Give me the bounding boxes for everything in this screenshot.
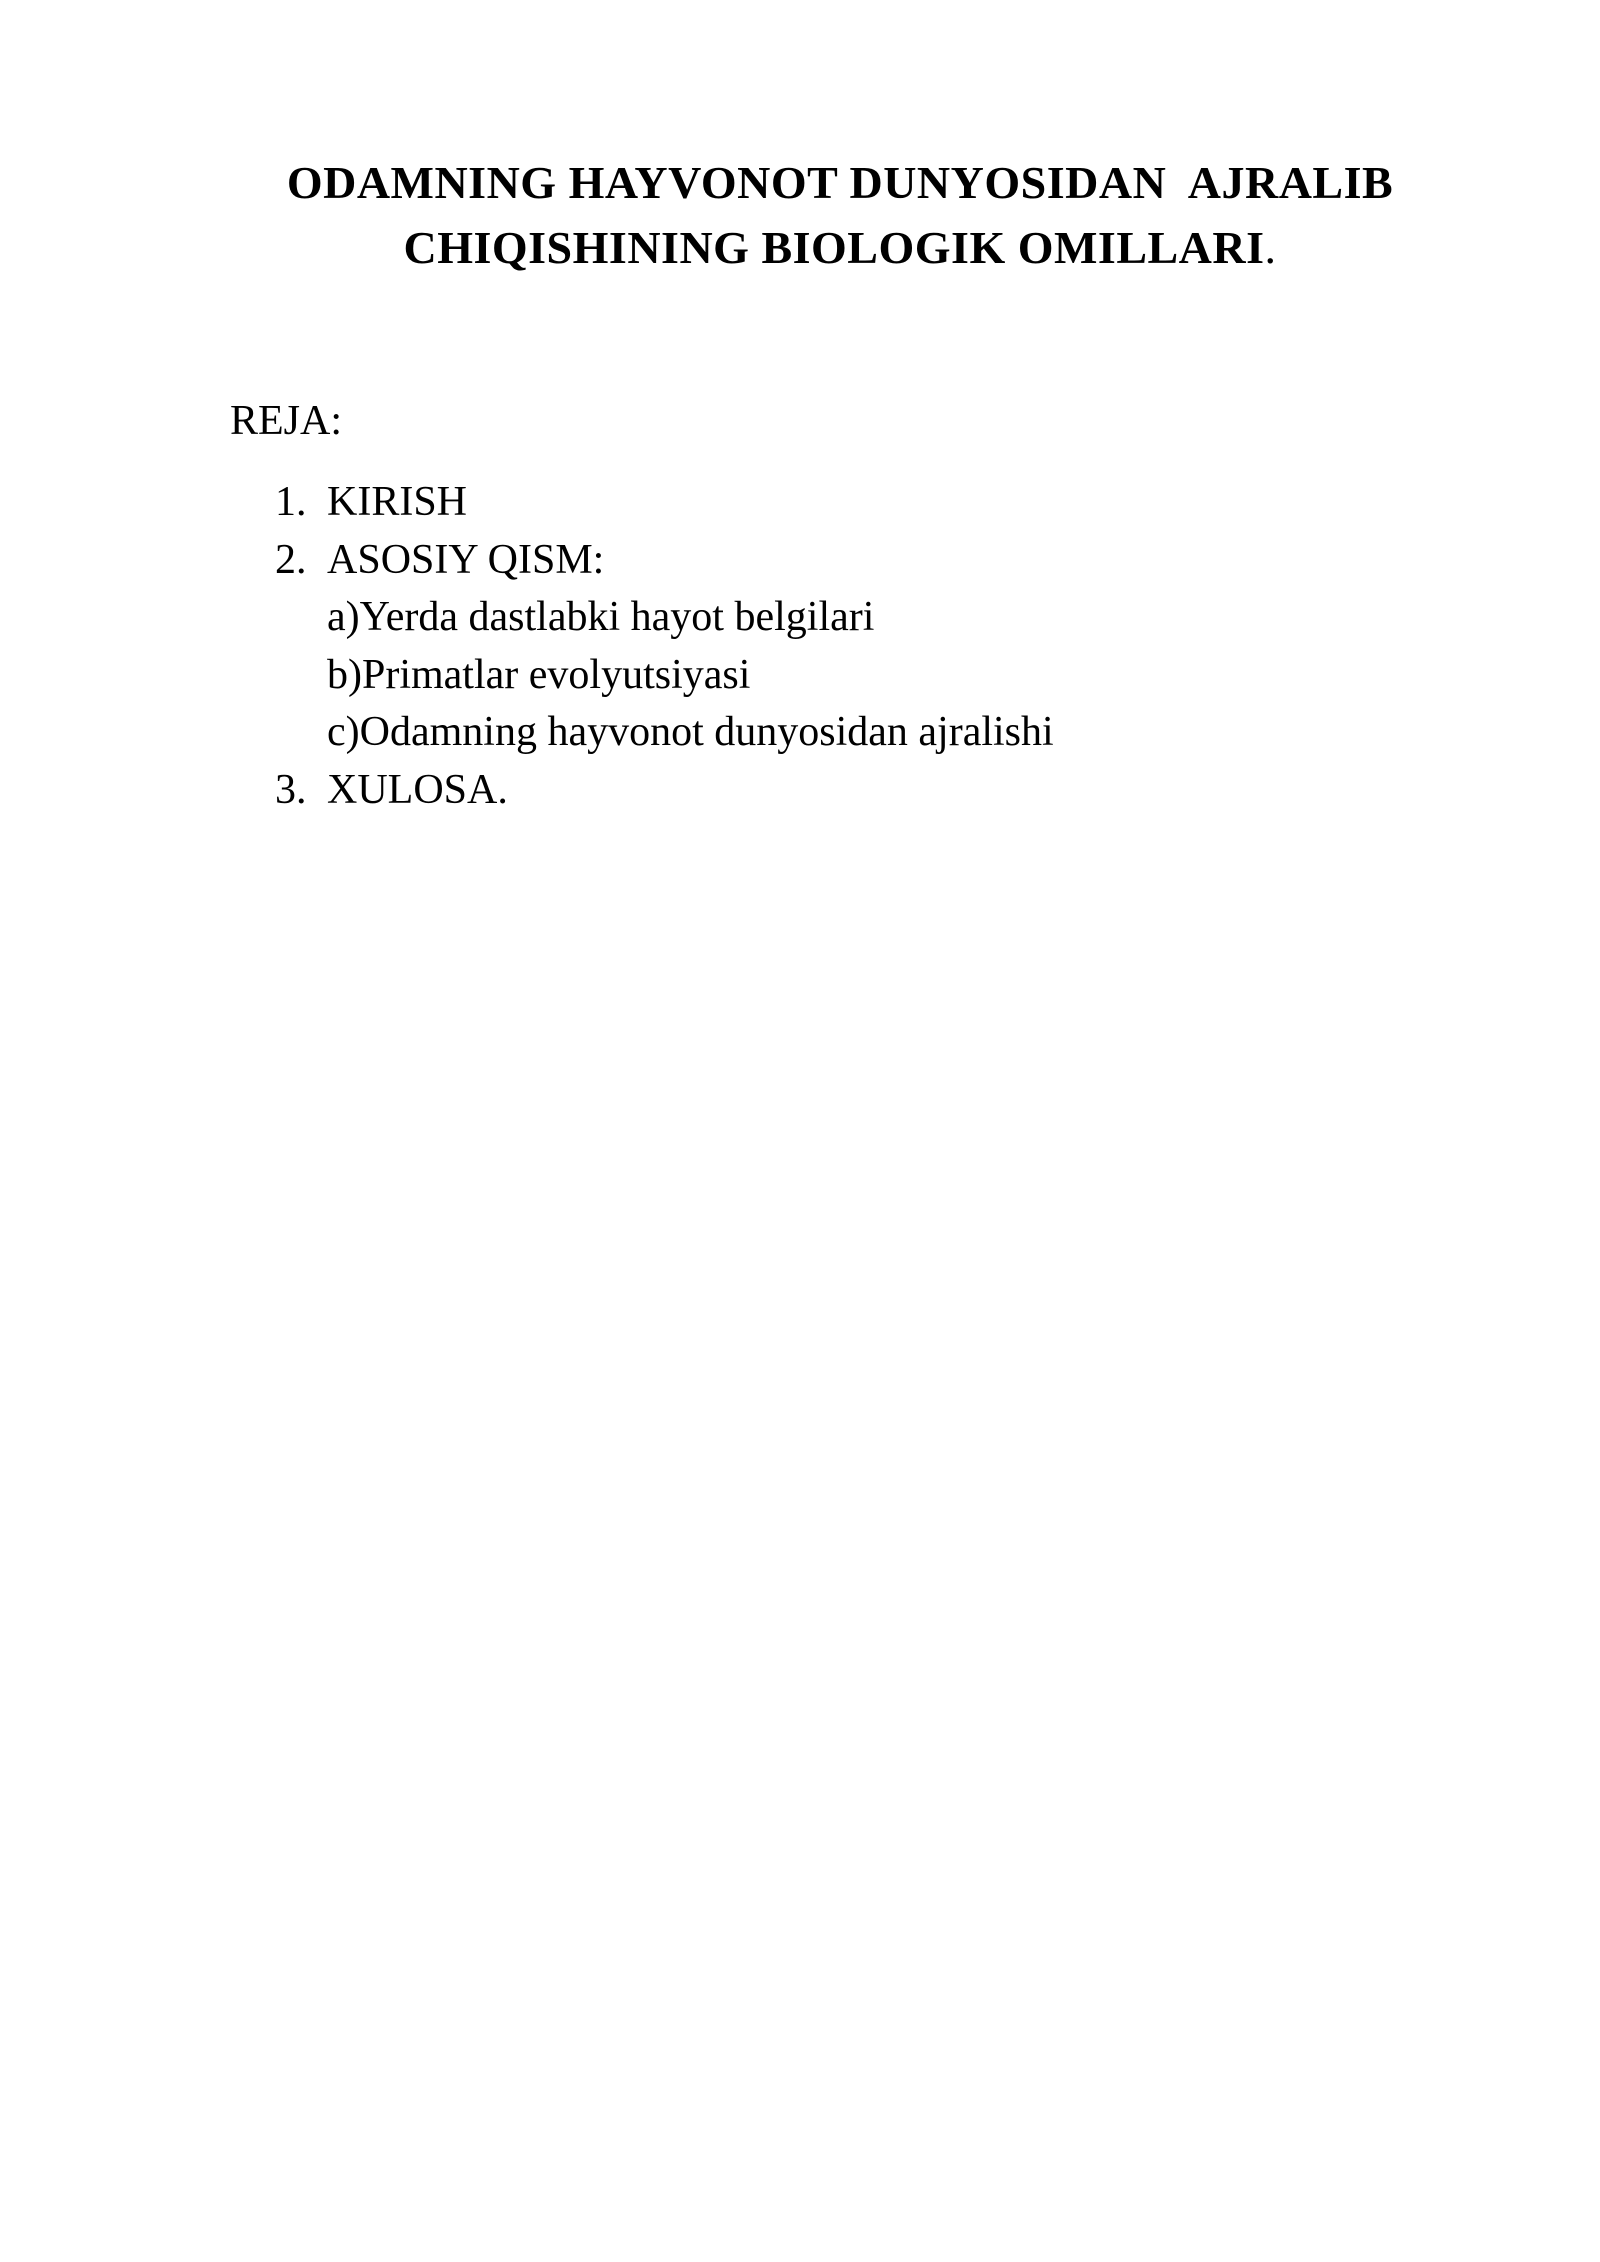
plan-heading: REJA: [230, 398, 343, 444]
plan-item-1-label: KIRISH [327, 479, 468, 525]
plan-item-2-label: ASOSIY QISM: [327, 536, 605, 583]
plan-item-1 [275, 474, 1054, 532]
document-title [200, 150, 1480, 280]
plan-item-2 [275, 532, 1054, 762]
plan-item-3 [275, 762, 1054, 820]
plan-subitem-c: c)Odamning hayvonot dunyosidan ajralishi [327, 709, 1054, 755]
plan-list [275, 474, 1054, 819]
title-line-2 [200, 215, 1480, 280]
plan-item-3-label: XULOSA. [327, 766, 508, 813]
title-line-1: ODAMNING HAYVONOT DUNYOSIDAN AJRALIB [286, 157, 1394, 208]
plan-item-1-number: 1. [275, 479, 307, 525]
title-period: . [1264, 222, 1277, 273]
title-line-2-text: CHIQISHINING BIOLOGIK OMILLARI [403, 222, 1265, 273]
plan-item-3-number: 3. [275, 766, 307, 813]
plan-item-2-number: 2. [275, 536, 307, 583]
plan-subitem-b: b)Primatlar evolyutsiyasi [327, 651, 751, 698]
plan-subitem-a: a)Yerda dastlabki hayot belgilari [327, 594, 875, 640]
